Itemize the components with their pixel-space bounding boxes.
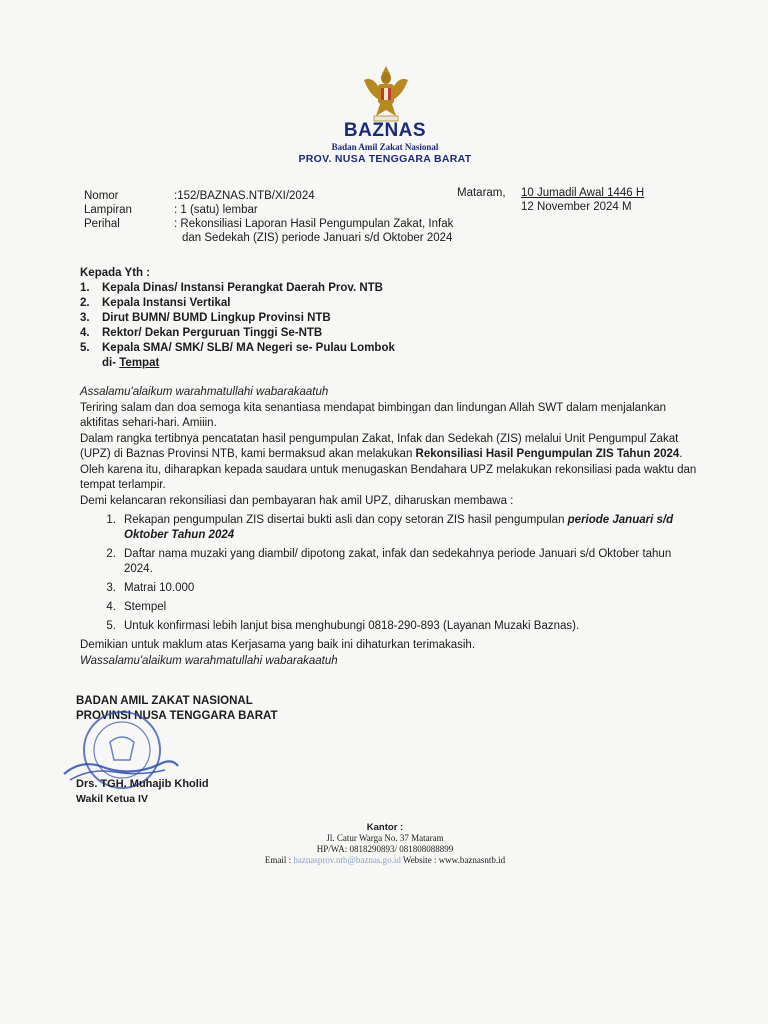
greeting: Assalamu'alaikum warahmatullahi wabarakaatuh <box>80 386 329 398</box>
list-item: 3. Matrai 10.000 <box>106 582 195 594</box>
office-footer <box>200 822 570 866</box>
garuda-emblem-icon <box>358 62 414 124</box>
paragraph-3: Oleh karena itu, diharapkan kepada saudara untuk menugaskan Bendahara UPZ melakukan rekonsiliasi pada waktu dan tempat terlampir. <box>80 464 697 491</box>
signature-org-2: PROVINSI NUSA TENGGARA BARAT <box>76 710 278 722</box>
letter-body <box>80 385 700 670</box>
office-contact: Email : baznasprov.ntb@baznas.go.id Website : www.baznasntb.id <box>264 855 506 865</box>
list-item: 5. Untuk konfirmasi lebih lanjut bisa menghubungi 0818-290-893 (Layanan Muzaki Baznas). <box>106 620 580 632</box>
date-masehi: 12 November 2024 M <box>521 201 632 213</box>
office-heading: Kantor : <box>366 822 404 833</box>
list-item: 1. Rekapan pengumpulan ZIS disertai bukti asli dan copy setoran ZIS hasil pengumpulan periode Januari s/d Oktober Tahun 2024 <box>106 514 674 541</box>
website-link[interactable]: www.baznasntb.id <box>438 855 506 865</box>
email-link[interactable]: baznasprov.ntb@baznas.go.id <box>293 855 401 865</box>
paragraph-1: Teriring salam dan doa semoga kita senantiasa mendapat bimbingan dan lindungan Allah SWT dalam menjalankan aktifitas sehari-hari. Amiiin. <box>80 402 667 429</box>
recipients-heading: Kepada Yth : <box>80 267 151 279</box>
lampiran-label: Lampiran <box>84 204 132 216</box>
list-item: 4. Stempel <box>106 601 167 613</box>
perihal-value-2: dan Sedekah (ZIS) periode Januari s/d Oktober 2024 <box>182 232 453 244</box>
recipient-item: 3. Dirut BUMN/ BUMD Lingkup Provinsi NTB <box>80 312 331 324</box>
recipient-item: 2. Kepala Instansi Vertikal <box>80 297 231 309</box>
signatory-name: Drs. TGH. Muhajib Kholid <box>76 778 209 790</box>
recipient-item: 1. Kepala Dinas/ Instansi Perangkat Daerah Prov. NTB <box>80 282 383 294</box>
nomor-label: Nomor <box>84 190 119 202</box>
lampiran-value: : 1 (satu) lembar <box>174 204 258 216</box>
requirements-list <box>80 513 700 634</box>
paragraph-2: Dalam rangka tertibnya pencatatan hasil pengumpulan Zakat, Infak dan Sedekah (ZIS) melalui Unit Pengumpul Zakat (UPZ) di Baznas Provinsi NTB, kami bermaksud akan melakukan Rekonsiliasi Hasil Pengumpulan ZIS Tahun 2024. <box>80 433 683 460</box>
paragraph-4: Demi kelancaran rekonsiliasi dan pembayaran hak amil UPZ, diharuskan membawa : <box>80 495 514 507</box>
place: Mataram, <box>457 187 506 199</box>
org-full-name: Badan Amil Zakat Nasional <box>331 142 439 152</box>
recipient-item: 5. Kepala SMA/ SMK/ SLB/ MA Negeri se- Pulau Lombok <box>80 342 395 354</box>
recipients <box>80 266 395 371</box>
farewell: Wassalamu'alaikum warahmatullahi wabarakaatuh <box>80 655 338 667</box>
signature-org-1: BADAN AMIL ZAKAT NASIONAL <box>76 695 253 707</box>
date-hijri: 10 Jumadil Awal 1446 H <box>521 187 645 199</box>
org-name: BAZNAS <box>343 120 427 141</box>
perihal-label: Perihal <box>84 218 120 230</box>
recipient-item: 4. Rektor/ Dekan Perguruan Tinggi Se-NTB <box>80 327 323 339</box>
office-phone: HP/WA: 0818290893/ 081808088899 <box>316 844 454 854</box>
place-date <box>457 186 645 213</box>
signatory-title: Wakil Ketua IV <box>76 793 148 805</box>
org-province: PROV. NUSA TENGGARA BARAT <box>298 153 472 165</box>
nomor-value: :152/BAZNAS.NTB/XI/2024 <box>174 190 315 202</box>
recipients-place: di- Tempat <box>102 357 160 369</box>
perihal-value-1: : Rekonsiliasi Laporan Hasil Pengumpulan Zakat, Infak <box>174 218 454 230</box>
office-address: Jl. Catur Warga No. 37 Mataram <box>326 833 444 843</box>
letter-meta <box>84 189 482 245</box>
closing-text: Demikian untuk maklum atas Kerjasama yang baik ini dihaturkan terimakasih. <box>80 639 476 651</box>
list-item: 2. Daftar nama muzaki yang diambil/ dipotong zakat, infak dan sedekahnya periode Januari s/d Oktober tahun 2024. <box>106 548 672 575</box>
